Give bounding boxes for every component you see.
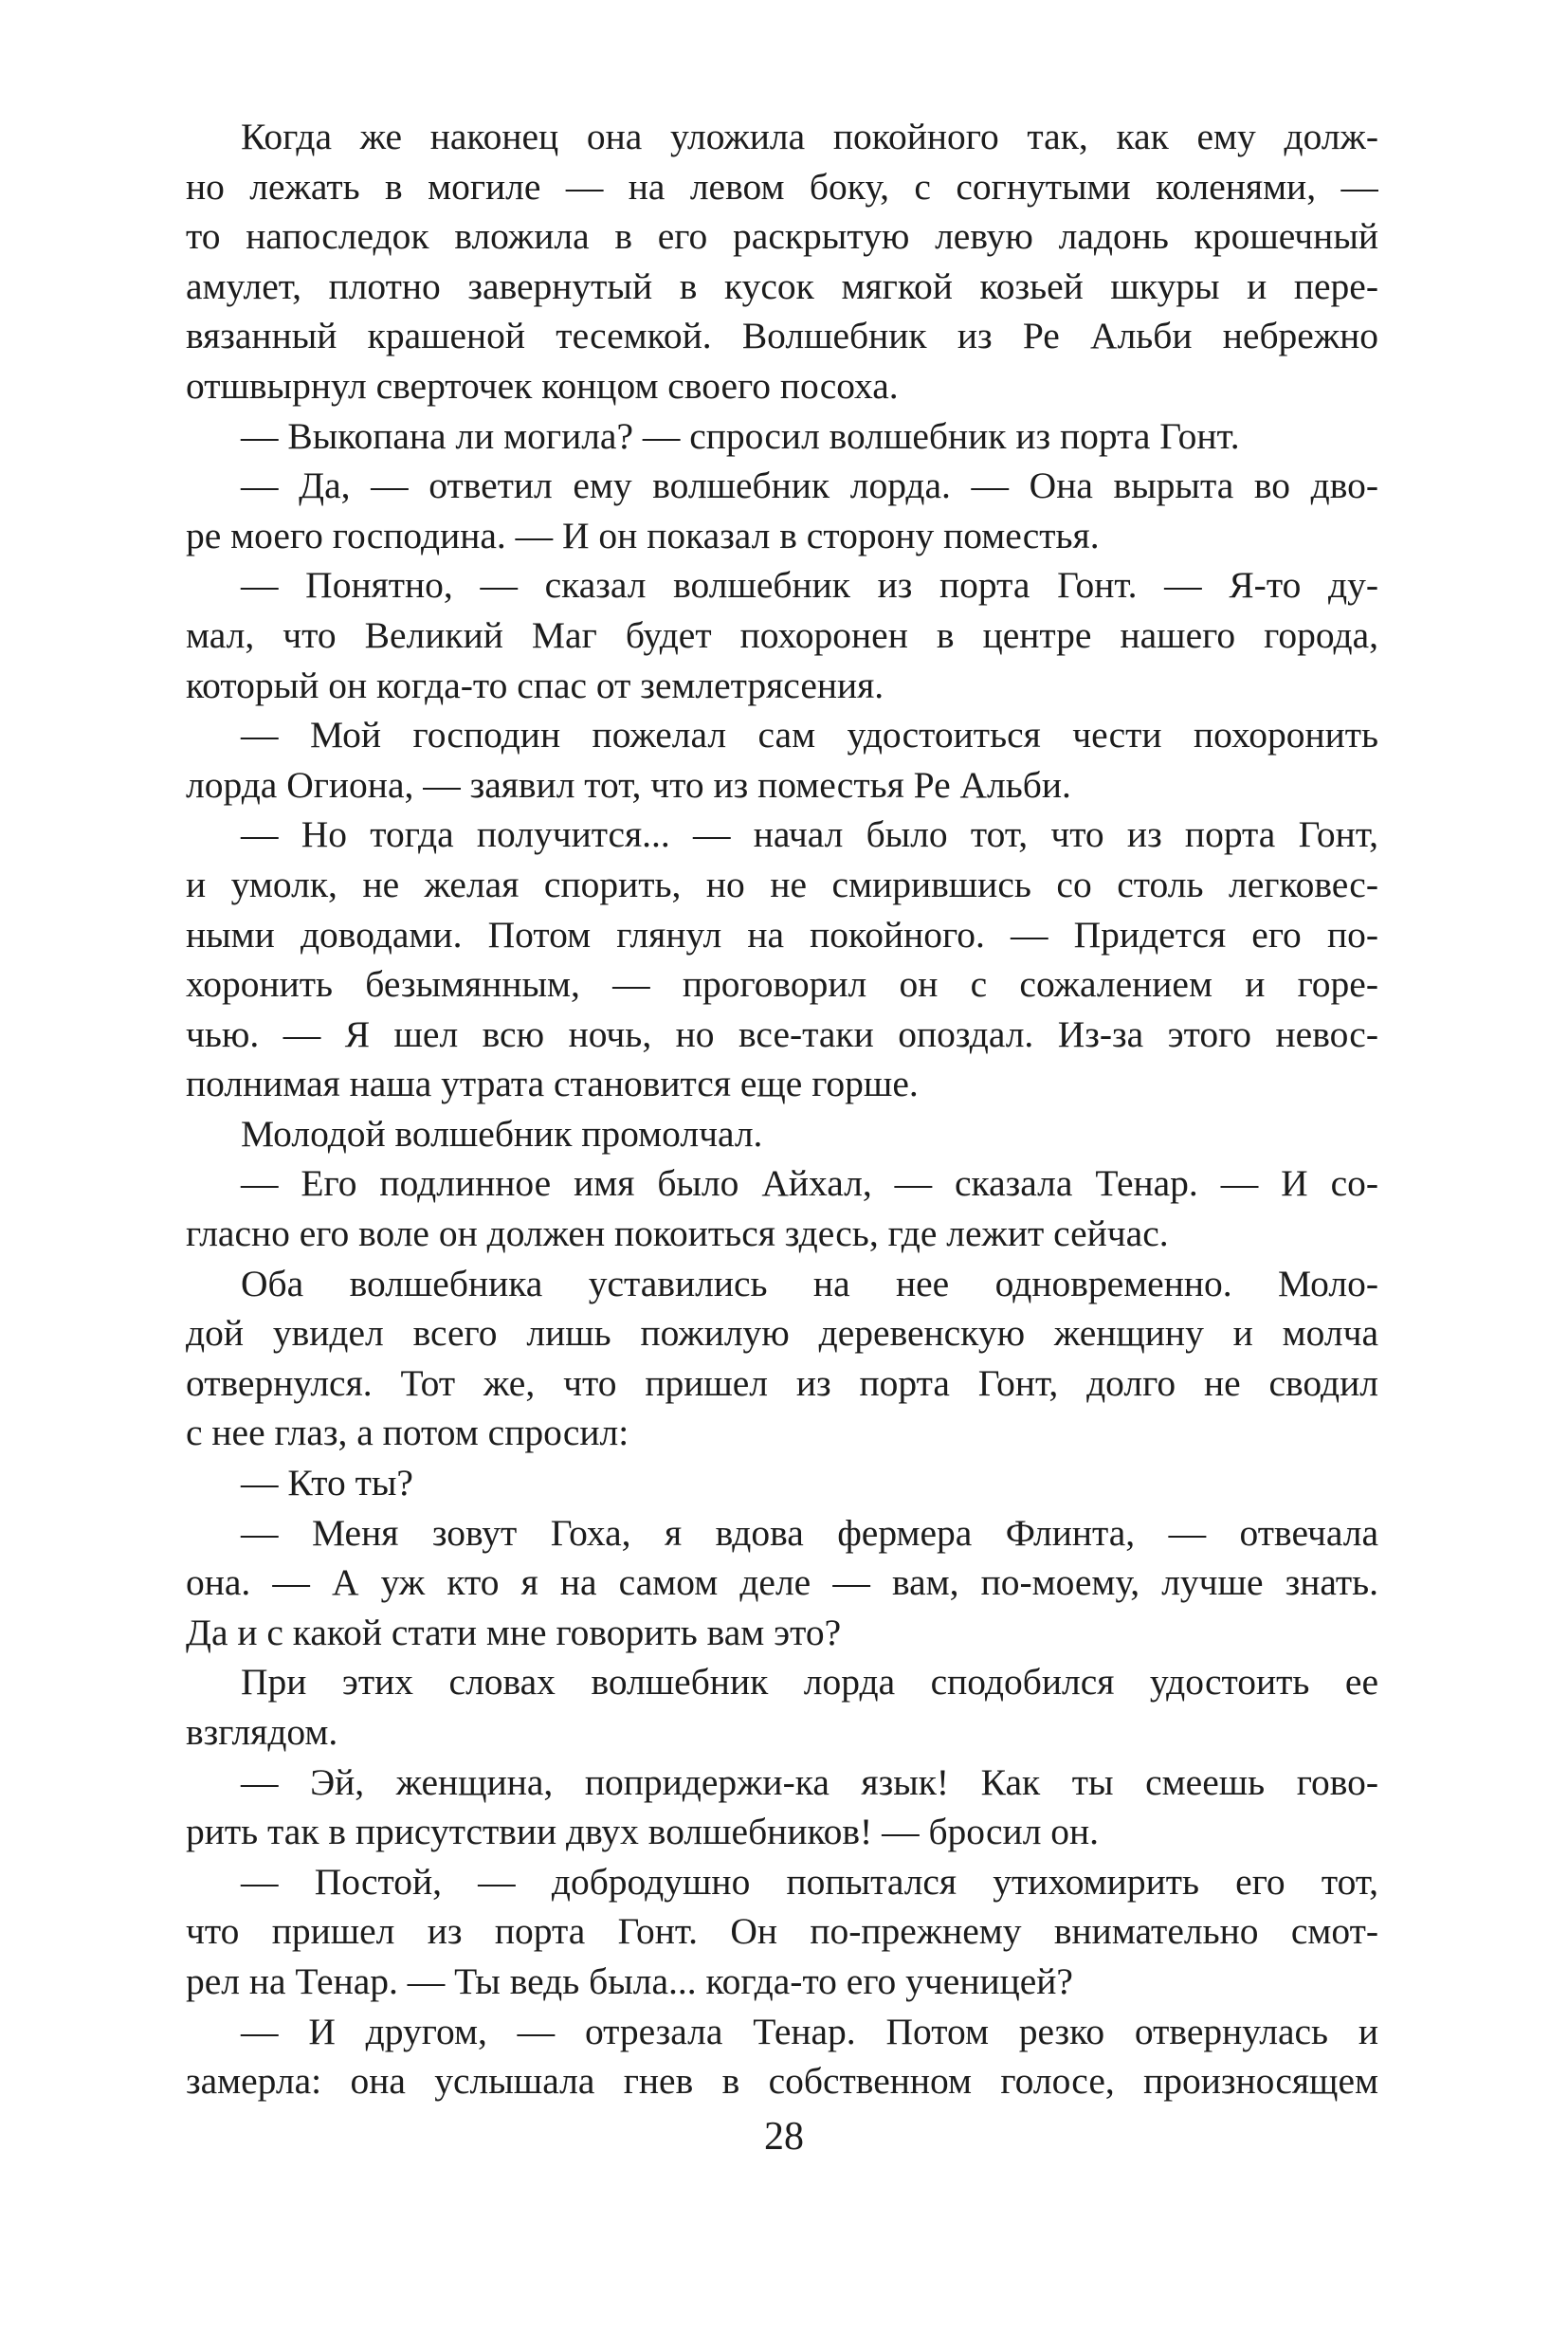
text-line: — Выкопана ли могила? — спросил волшебник из порта Гонт. (241, 414, 1240, 457)
text-line: При этих словах волшебник лорда сподобился удостоить ее (241, 1661, 1378, 1704)
text-line: амулет, плотно завернутый в кусок мягкой козьей шкуры и пере- (186, 264, 1378, 307)
text-line: отвернулся. Тот же, что пришел из порта Гонт, долго не сводил (186, 1361, 1378, 1404)
text-line: и умолк, не желая спорить, но не смирившись со столь легковес- (186, 863, 1378, 905)
text-line: — Эй, женщина, попридержи-ка язык! Как ты смеешь гово- (241, 1760, 1378, 1803)
text-line: вязанный крашеной тесемкой. Волшебник из Ре Альби небрежно (186, 315, 1378, 357)
text-line: — Но тогда получится... — начал было тот, что из порта Гонт, (241, 813, 1378, 856)
text-line: что пришел из порта Гонт. Он по-прежнему внимательно смот- (186, 1910, 1378, 1953)
text-line: гласно его воле он должен покоиться здесь, где лежит сейчас. (186, 1212, 1169, 1255)
text-line: — Да, — ответил ему волшебник лорда. — Она вырыта во дво- (241, 465, 1378, 507)
text-line: замерла: она услышала гнев в собственном голосе, произносящем (186, 2060, 1378, 2103)
text-line: полнимая наша утрата становится еще горше. (186, 1063, 919, 1105)
body-text (186, 112, 1378, 2106)
text-line: ре моего господина. — И он показал в сторону поместья. (186, 514, 1100, 556)
text-line: Да и с какой стати мне говорить вам это? (186, 1611, 842, 1653)
text-line: рить так в присутствии двух волшебников! — бросил он. (186, 1811, 1100, 1853)
text-line: с нее глаз, а потом спросил: (186, 1412, 629, 1454)
text-line: — Его подлинное имя было Айхал, — сказала Тенар. — И со- (241, 1162, 1378, 1205)
text-line: взглядом. (186, 1711, 338, 1753)
text-line: Оба волшебника уставились на нее одновременно. Моло- (241, 1262, 1378, 1304)
page-number: 28 (764, 2115, 804, 2159)
text-line: — Понятно, — сказал волшебник из порта Гонт. — Я-то ду- (241, 564, 1378, 607)
text-line: хоронить безымянным, — проговорил он с сожалением и горе- (186, 963, 1378, 1006)
text-line: рел на Тенар. — Ты ведь была... когда-то его ученицей? (186, 1959, 1073, 2002)
text-line: Когда же наконец она уложила покойного так, как ему долж- (241, 116, 1378, 157)
text-line: который он когда-то спас от землетрясения. (186, 664, 884, 706)
text-line: — Меня зовут Гоха, я вдова фермера Флинта, — отвечала (241, 1511, 1378, 1554)
text-line: — Постой, — добродушно попытался утихомирить его тот, (241, 1860, 1378, 1903)
text-line: она. — А уж кто я на самом деле — вам, по-моему, лучше знать. (186, 1561, 1378, 1604)
text-line: — Кто ты? (241, 1462, 413, 1504)
text-line: дой увидел всего лишь пожилую деревенскую женщину и молча (186, 1312, 1378, 1355)
text-line: ными доводами. Потом глянул на покойного. — Придется его по- (186, 913, 1378, 956)
text-line: отшвырнул сверточек концом своего посоха. (186, 364, 899, 407)
text-line: Молодой волшебник промолчал. (241, 1112, 763, 1155)
text-line: мал, что Великий Маг будет похоронен в центре нашего города, (186, 613, 1378, 656)
text-line: лорда Огиона, — заявил тот, что из поместья Ре Альби. (186, 763, 1071, 806)
text-line: чью. — Я шел всю ночь, но все-таки опоздал. Из-за этого невос- (186, 1012, 1378, 1055)
text-line: но лежать в могиле — на левом боку, с согнутыми коленями, — (186, 165, 1378, 208)
text-line: — Мой господин пожелал сам удостоиться чести похоронить (241, 714, 1378, 756)
text-line: — И другом, — отрезала Тенар. Потом резко отвернулась и (241, 2010, 1378, 2052)
text-line: то напоследок вложила в его раскрытую левую ладонь крошечный (186, 215, 1378, 258)
